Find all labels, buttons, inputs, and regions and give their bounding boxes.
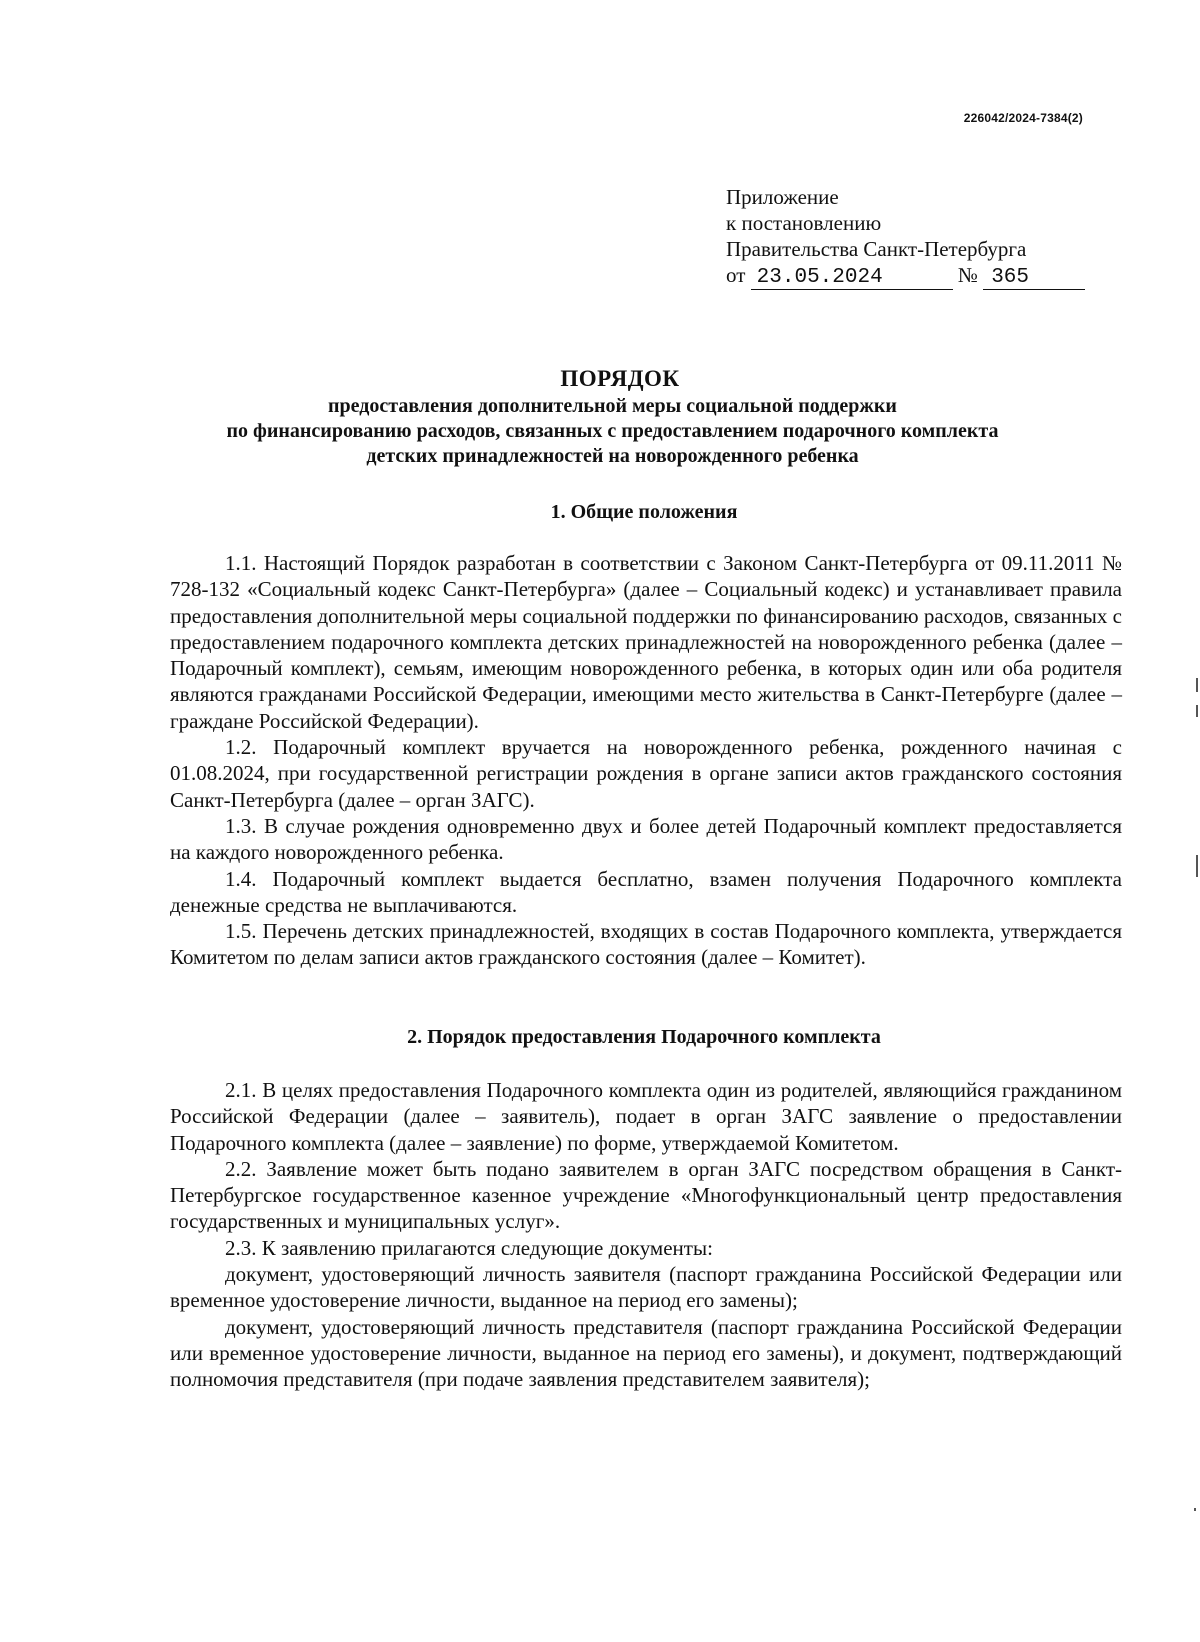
paragraph-2-3: 2.3. К заявлению прилагаются следующие документы: — [225, 1235, 713, 1260]
document-registration-number: 226042/2024-7384(2) — [963, 111, 1083, 125]
scan-edge-mark — [1196, 855, 1198, 877]
appendix-line-2: к постановлению — [726, 211, 882, 235]
number-sign: № — [957, 263, 978, 287]
document-subtitle-line-1: предоставления дополнительной меры социальной поддержки — [328, 395, 897, 417]
section-2-heading: 2. Порядок предоставления Подарочного комплекта — [407, 1026, 881, 1048]
appendix-line-3: Правительства Санкт-Петербурга — [726, 237, 1027, 261]
document-subtitle-line-2: по финансированию расходов, связанных с предоставлением подарочного комплекта — [226, 420, 999, 442]
document-subtitle-line-3: детских принадлежностей на новорожденного ребенка — [366, 445, 859, 467]
appendix-block — [726, 184, 1085, 290]
paragraph-1-4: 1.4. Подарочный комплект выдается бесплатно, взамен получения Подарочного комплекта денежные средства не выплачиваются. — [170, 866, 1122, 917]
date-prefix: от — [726, 263, 746, 287]
paragraph-1-5: 1.5. Перечень детских принадлежностей, входящих в состав Подарочного комплекта, утверждается Комитетом по делам записи актов гражданского состояния (далее – Комитет). — [170, 919, 1122, 970]
paragraph-1-2: 1.2. Подарочный комплект вручается на новорожденного ребенка, рожденного начиная с 01.08.2024, при государственной регистрации рождения в органе записи актов гражданского состояния Санкт-Петербурга (далее – орган ЗАГС). — [170, 735, 1122, 812]
resolution-date: 23.05.2024 — [751, 267, 953, 290]
section-1-body — [170, 550, 1122, 971]
paragraph-2-3-item-1: документ, удостоверяющий личность заявителя (паспорт гражданина Российской Федерации или временное удостоверение личности, выданное на период его замены); — [170, 1262, 1122, 1313]
paragraph-2-2: 2.2. Заявление может быть подано заявителем в орган ЗАГС посредством обращения в Санкт-Петербургское государственное казенное учреждение «Многофункциональный центр предоставления государственных и муниципальных услуг». — [170, 1156, 1122, 1234]
section-1-heading: 1. Общие положения — [550, 501, 738, 523]
paragraph-2-3-item-2: документ, удостоверяющий личность представителя (паспорт гражданина Российской Федерации или временное удостоверение личности, выданное на период его замены), и документ, подтверждающий полномочия представителя (при подаче заявления представителем заявителя); — [170, 1314, 1122, 1392]
appendix-date-line — [726, 262, 1085, 290]
paragraph-1-3: 1.3. В случае рождения одновременно двух и более детей Подарочный комплект предоставляется на каждого новорожденного ребенка. — [170, 813, 1122, 865]
scan-edge-mark — [1194, 1508, 1196, 1511]
paragraph-2-1: 2.1. В целях предоставления Подарочного комплекта один из родителей, являющийся гражданином Российской Федерации (далее – заявитель), подает в орган ЗАГС заявление о предоставлении Подарочного комплекта (далее – заявление) по форме, утверждаемой Комитетом. — [170, 1078, 1122, 1155]
section-2-body — [170, 1077, 1122, 1393]
scan-edge-mark — [1196, 678, 1198, 692]
paragraph-1-1: 1.1. Настоящий Порядок разработан в соответствии с Законом Санкт-Петербурга от 09.11.2011 № 728-132 «Социальный кодекс Санкт-Петербурга» (далее – Социальный кодекс) и устанавливает правила предоставления дополнительной меры социальной поддержки по финансированию расходов, связанных с предоставлением подарочного комплекта детских принадлежностей на новорожденного ребенка (далее – Подарочный комплект), семьям, имеющим новорожденного ребенка, в которых один или оба родителя являются гражданами Российской Федерации, имеющими место жительства в Санкт-Петербурге (далее – граждане Российской Федерации). — [170, 551, 1122, 733]
document-title: ПОРЯДОК — [560, 366, 680, 391]
scan-edge-marks — [1194, 0, 1200, 1642]
appendix-line-1: Приложение — [726, 185, 839, 209]
resolution-number: 365 — [983, 267, 1085, 290]
document-title-block — [0, 364, 1200, 469]
scan-edge-mark — [1196, 705, 1198, 717]
